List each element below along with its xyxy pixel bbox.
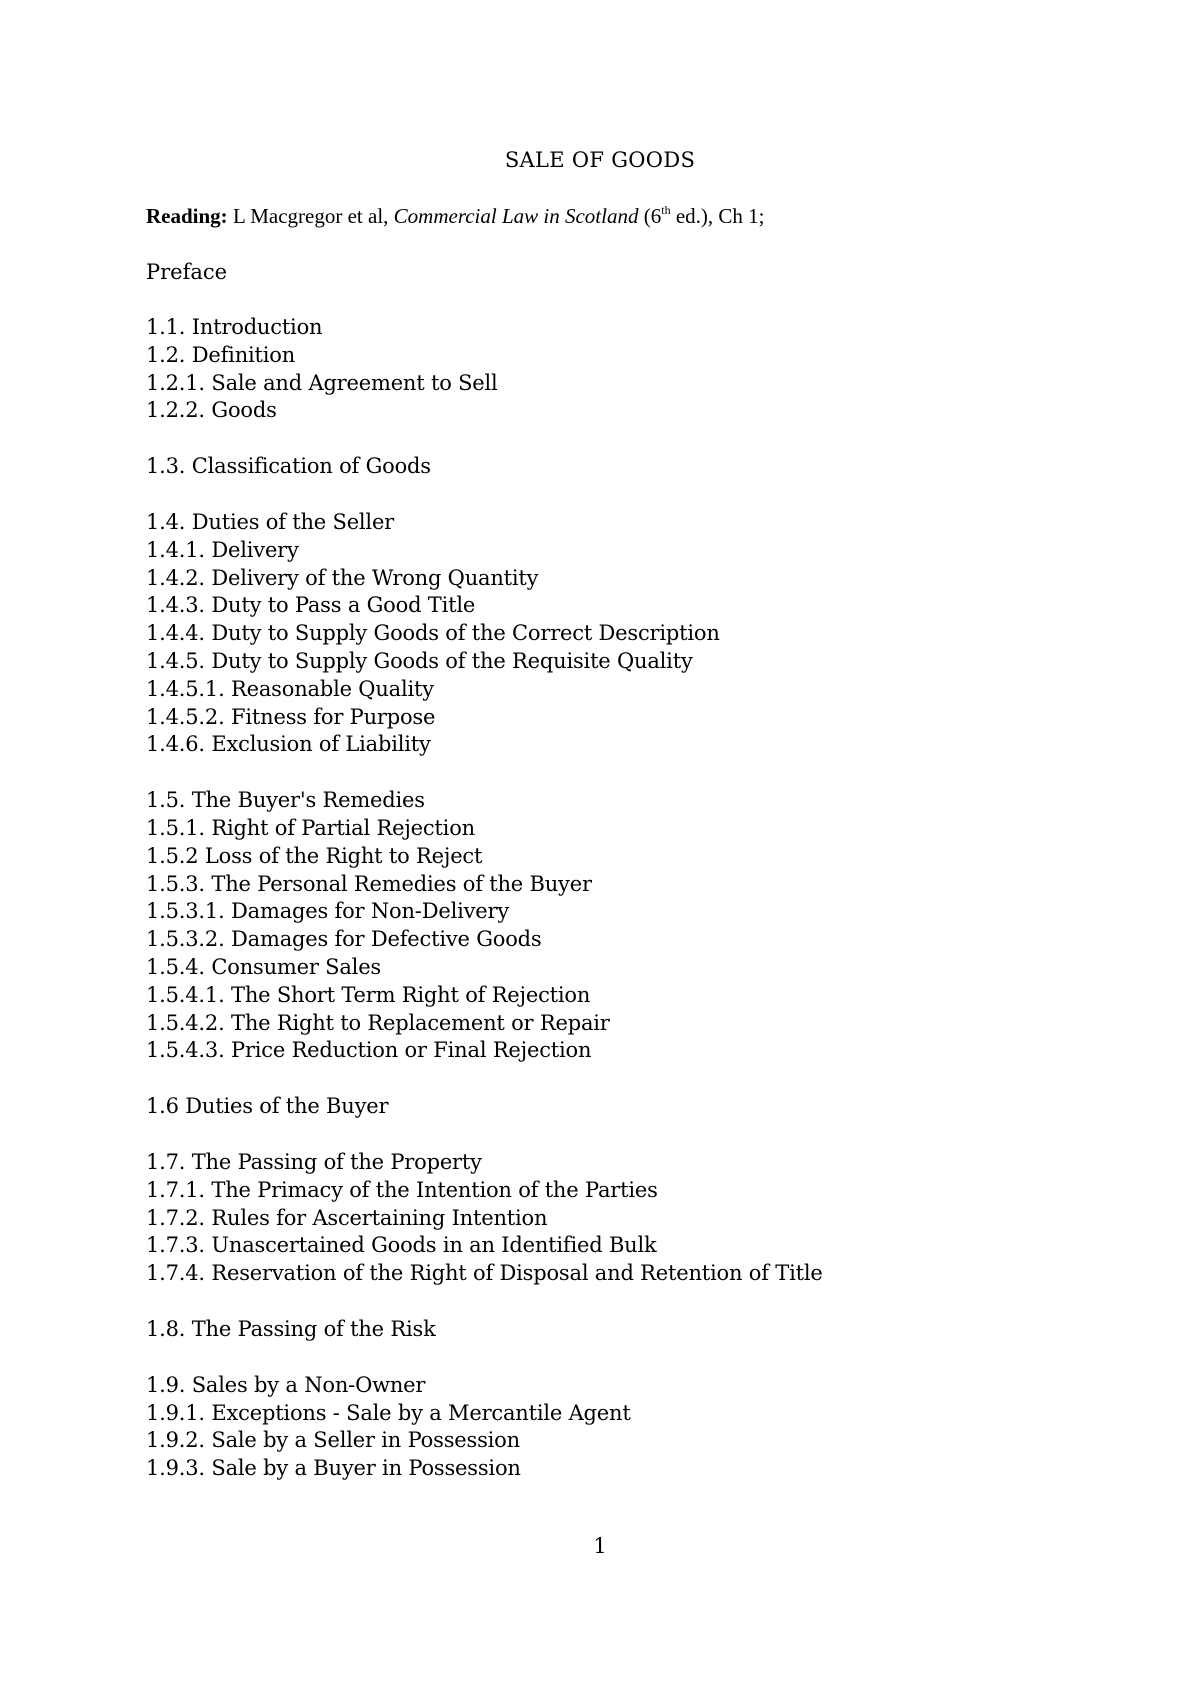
toc-section xyxy=(146,314,1126,425)
toc-entry: 1.4.3. Duty to Pass a Good Title xyxy=(146,593,476,618)
toc-entry: 1.4.4. Duty to Supply Goods of the Correct Description xyxy=(146,621,720,646)
toc-entry: 1.4. Duties of the Seller xyxy=(146,509,395,534)
toc-entry: 1.5. The Buyer's Remedies xyxy=(146,788,425,813)
reading-label: Reading: xyxy=(146,204,228,228)
reading-line xyxy=(146,202,764,230)
toc-entry: 1.5.4.2. The Right to Replacement or Repair xyxy=(146,1010,610,1035)
reading-author: L Macgregor et al, xyxy=(227,204,394,228)
toc-section xyxy=(146,1149,1126,1288)
reading-edition-close: ed.), Ch 1; xyxy=(670,204,765,228)
toc-entry: 1.5.1. Right of Partial Rejection xyxy=(146,815,475,840)
toc-entry: 1.4.5.1. Reasonable Quality xyxy=(146,676,434,701)
toc-entry: 1.5.4.1. The Short Term Right of Rejection xyxy=(146,982,591,1007)
toc-entry: 1.9.3. Sale by a Buyer in Possession xyxy=(146,1456,521,1481)
toc-entry: 1.9.2. Sale by a Seller in Possession xyxy=(146,1428,520,1453)
toc-entry: 1.4.6. Exclusion of Liability xyxy=(146,732,431,757)
toc-entry: 1.7.2. Rules for Ascertaining Intention xyxy=(146,1205,548,1230)
toc-entry: 1.7. The Passing of the Property xyxy=(146,1149,482,1174)
reading-edition-superscript: th xyxy=(661,203,671,217)
toc-section xyxy=(146,453,1126,481)
toc-section xyxy=(146,787,1126,1065)
toc-entry: 1.5.3.1. Damages for Non-Delivery xyxy=(146,899,509,924)
reading-book-title: Commercial Law in Scotland xyxy=(393,204,639,228)
toc-entry: 1.7.3. Unascertained Goods in an Identified Bulk xyxy=(146,1233,657,1258)
toc-section xyxy=(146,1316,1126,1344)
toc-entry: 1.9.1. Exceptions - Sale by a Mercantile Agent xyxy=(146,1400,631,1425)
toc-entry: 1.7.4. Reservation of the Right of Disposal and Retention of Title xyxy=(146,1261,823,1286)
toc-entry: 1.5.4.3. Price Reduction or Final Rejection xyxy=(146,1038,592,1063)
toc-section xyxy=(146,1093,1126,1121)
toc-entry: 1.9. Sales by a Non-Owner xyxy=(146,1372,426,1397)
toc-entry: 1.8. The Passing of the Risk xyxy=(146,1316,436,1341)
reading-edition-open: (6 xyxy=(638,204,662,228)
toc-entry: 1.2. Definition xyxy=(146,342,296,367)
toc-entry: 1.5.4. Consumer Sales xyxy=(146,954,382,979)
document-title: SALE OF GOODS xyxy=(504,148,696,172)
toc-section xyxy=(146,509,1126,759)
preface-heading: Preface xyxy=(146,260,228,284)
toc-entry: 1.4.5.2. Fitness for Purpose xyxy=(146,704,436,729)
toc-entry: 1.4.2. Delivery of the Wrong Quantity xyxy=(146,565,539,590)
toc-entry: 1.4.5. Duty to Supply Goods of the Requisite Quality xyxy=(146,648,693,673)
toc-entry: 1.2.1. Sale and Agreement to Sell xyxy=(146,370,498,395)
toc-entry: 1.4.1. Delivery xyxy=(146,537,299,562)
toc-entry: 1.7.1. The Primacy of the Intention of the Parties xyxy=(146,1177,658,1202)
toc-entry: 1.1. Introduction xyxy=(146,315,323,339)
toc-entry: 1.5.3.2. Damages for Defective Goods xyxy=(146,927,542,952)
table-of-contents xyxy=(146,314,1126,1511)
toc-entry: 1.5.3. The Personal Remedies of the Buyer xyxy=(146,871,592,896)
toc-entry: 1.6 Duties of the Buyer xyxy=(146,1094,389,1119)
toc-entry: 1.3. Classification of Goods xyxy=(146,454,431,479)
toc-section xyxy=(146,1372,1126,1483)
page-number: 1 xyxy=(593,1534,607,1558)
toc-entry: 1.5.2 Loss of the Right to Reject xyxy=(146,843,483,868)
toc-entry: 1.2.2. Goods xyxy=(146,398,277,423)
